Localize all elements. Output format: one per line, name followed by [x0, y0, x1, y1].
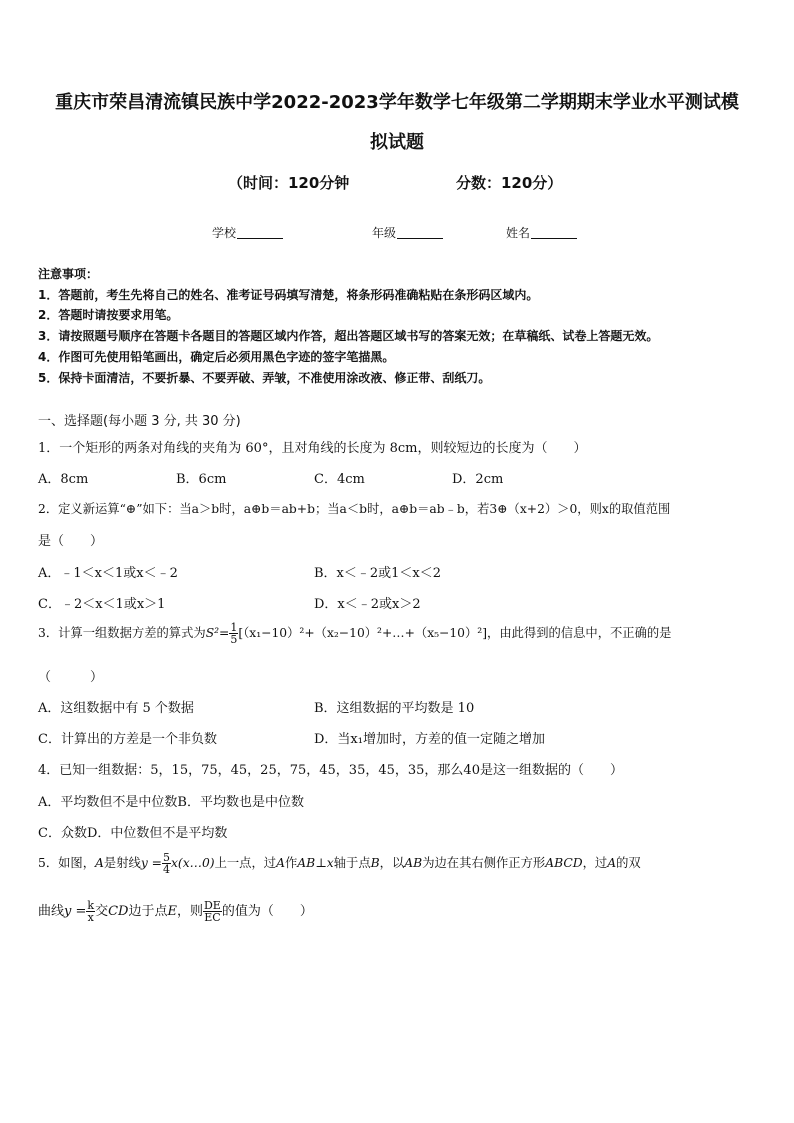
q5-fraction-hyperbola [86, 900, 95, 923]
q5-stem-line1 [38, 852, 641, 875]
name-blank [531, 238, 577, 239]
q3-stem [38, 622, 671, 645]
exam-title-line2: 拟试题 [370, 132, 424, 153]
q5-var-a: A [95, 856, 104, 870]
q3-option-a: A．这组数据中有 5 个数据 [38, 701, 194, 716]
q1-option-c: C．4cm [314, 472, 365, 487]
q5-var-abcd: ABCD [545, 856, 583, 870]
q5-var-a: A [607, 856, 617, 870]
q4-stem: 4．已知一组数据：5，15，75，45，25，75，45，35，45，35，那么40是这一组数据的（ ） [38, 763, 623, 778]
q5-fraction-numerator: k [87, 899, 95, 912]
q3-variance-symbol: S²= [205, 626, 230, 640]
q5-text: ，以 [379, 856, 405, 870]
q5-domain: x(x…0) [170, 856, 215, 870]
note-item: 2．答题时请按要求用笔。 [38, 308, 179, 322]
q1-stem: 1．一个矩形的两条对角线的夹角为 60°，且对角线的长度为 8cm，则较短边的长度为（ ） [38, 441, 587, 456]
q3-option-b: B．这组数据的平均数是 10 [314, 701, 475, 716]
note-item: 3．请按照题号顺序在答题卡各题目的答题区域内作答，超出答题区域书写的答案无效；在草稿纸、试卷上答题无效。 [38, 329, 659, 343]
name-label: 姓名 [506, 226, 531, 240]
school-label: 学校 [212, 226, 237, 240]
grade-blank [397, 238, 443, 239]
q5-perp-symbol: ⊥ [315, 856, 327, 870]
q5-text: 的值为（ ） [221, 904, 313, 919]
q1-option-d: D．2cm [452, 472, 504, 487]
q2-option-c: C．﹣2＜x＜1或x＞1 [38, 597, 166, 612]
q5-fraction-numerator: DE [203, 899, 221, 912]
q5-text: ，过 [582, 856, 608, 870]
q5-fraction-ratio [203, 900, 222, 923]
q5-var-ab: AB [404, 856, 423, 870]
q1-option-a: A．8cm [38, 472, 89, 487]
q3-fraction-denominator: 5 [230, 633, 238, 646]
q5-text: 作 [284, 856, 298, 870]
grade-field [372, 224, 443, 241]
q5-y-eq: y = [140, 856, 162, 870]
q5-var-x: x [326, 856, 334, 870]
q4-options-ab: A．平均数但不是中位数B．平均数也是中位数 [38, 795, 304, 810]
q5-stem-line2 [38, 900, 313, 923]
section-heading: 一、选择题(每小题 3 分, 共 30 分) [38, 414, 241, 429]
q1-option-b: B．6cm [176, 472, 227, 487]
notes-title: 注意事项： [38, 267, 99, 281]
q5-fraction-slope [162, 852, 171, 875]
q3-fraction-numerator: 1 [230, 621, 238, 634]
q3-option-c: C．计算出的方差是一个非负数 [38, 732, 217, 747]
q2-option-d: D．x＜﹣2或x＞2 [314, 597, 421, 612]
q3-stem-cont: （ ） [38, 670, 104, 685]
q5-y-eq: y = [64, 904, 87, 919]
q4-options-cd: C．众数D．中位数但不是平均数 [38, 826, 228, 841]
q5-text: 轴于点 [333, 856, 371, 870]
exam-score: 分数：120分） [456, 174, 563, 192]
q2-option-b: B．x＜﹣2或1＜x＜2 [314, 566, 442, 581]
q5-fraction-denominator: EC [204, 911, 221, 924]
q5-text: 5．如图， [38, 856, 96, 870]
note-item: 5．保持卡面清洁，不要折暴、不要弄破、弄皱，不准使用涂改液、修正带、刮纸刀。 [38, 371, 491, 385]
q5-text: 是射线 [103, 856, 141, 870]
school-field [212, 224, 283, 241]
note-item: 1．答题前，考生先将自己的姓名、准考证号码填写清楚，将条形码准确粘贴在条形码区域内。 [38, 288, 539, 302]
q5-text: 为边在其右侧作正方形 [422, 856, 546, 870]
q2-stem: 2．定义新运算“⊕”如下：当a＞b时，a⊕b＝ab+b；当a＜b时，a⊕b＝ab﹣b，若3⊕（x+2）＞0，则x的取值范围 [38, 502, 671, 516]
q5-text: ，则 [176, 904, 203, 919]
q3-stem-post: [（x₁−10）²+（x₂−10）²+…+（x₅−10）²]，由此得到的信息中，不正确的是 [238, 626, 672, 640]
q5-var-e: E [167, 904, 177, 919]
exam-title-line1: 重庆市荣昌清流镇民族中学2022-2023学年数学七年级第二学期期末学业水平测试模 [55, 92, 739, 113]
q5-text: 曲线 [38, 904, 65, 919]
q3-option-d: D．当x₁增加时，方差的值一定随之增加 [314, 732, 545, 747]
q5-text: 交 [95, 904, 109, 919]
note-item: 4．作图可先使用铅笔画出，确定后必须用黑色字迹的签字笔描黑。 [38, 350, 395, 364]
school-blank [237, 238, 283, 239]
q5-var-cd: CD [108, 904, 129, 919]
q5-text: 的双 [616, 856, 641, 870]
grade-label: 年级 [372, 226, 397, 240]
q5-var-a: A [276, 856, 285, 870]
q5-text: 边于点 [128, 904, 168, 919]
exam-time: （时间：120分钟 [228, 174, 350, 192]
q3-fraction [229, 622, 238, 645]
name-field [506, 224, 577, 241]
q5-var-b: B [370, 856, 380, 870]
q5-fraction-numerator: 5 [162, 851, 170, 864]
q5-fraction-denominator: 4 [162, 863, 170, 876]
q3-stem-pre: 3．计算一组数据方差的算式为 [38, 626, 206, 640]
q2-stem-cont: 是（ ） [38, 534, 104, 549]
q5-text: 上一点，过 [214, 856, 277, 870]
q2-option-a: A．﹣1＜x＜1或x＜﹣2 [38, 566, 178, 581]
q5-fraction-denominator: x [87, 911, 94, 924]
q5-var-ab: AB [297, 856, 316, 870]
